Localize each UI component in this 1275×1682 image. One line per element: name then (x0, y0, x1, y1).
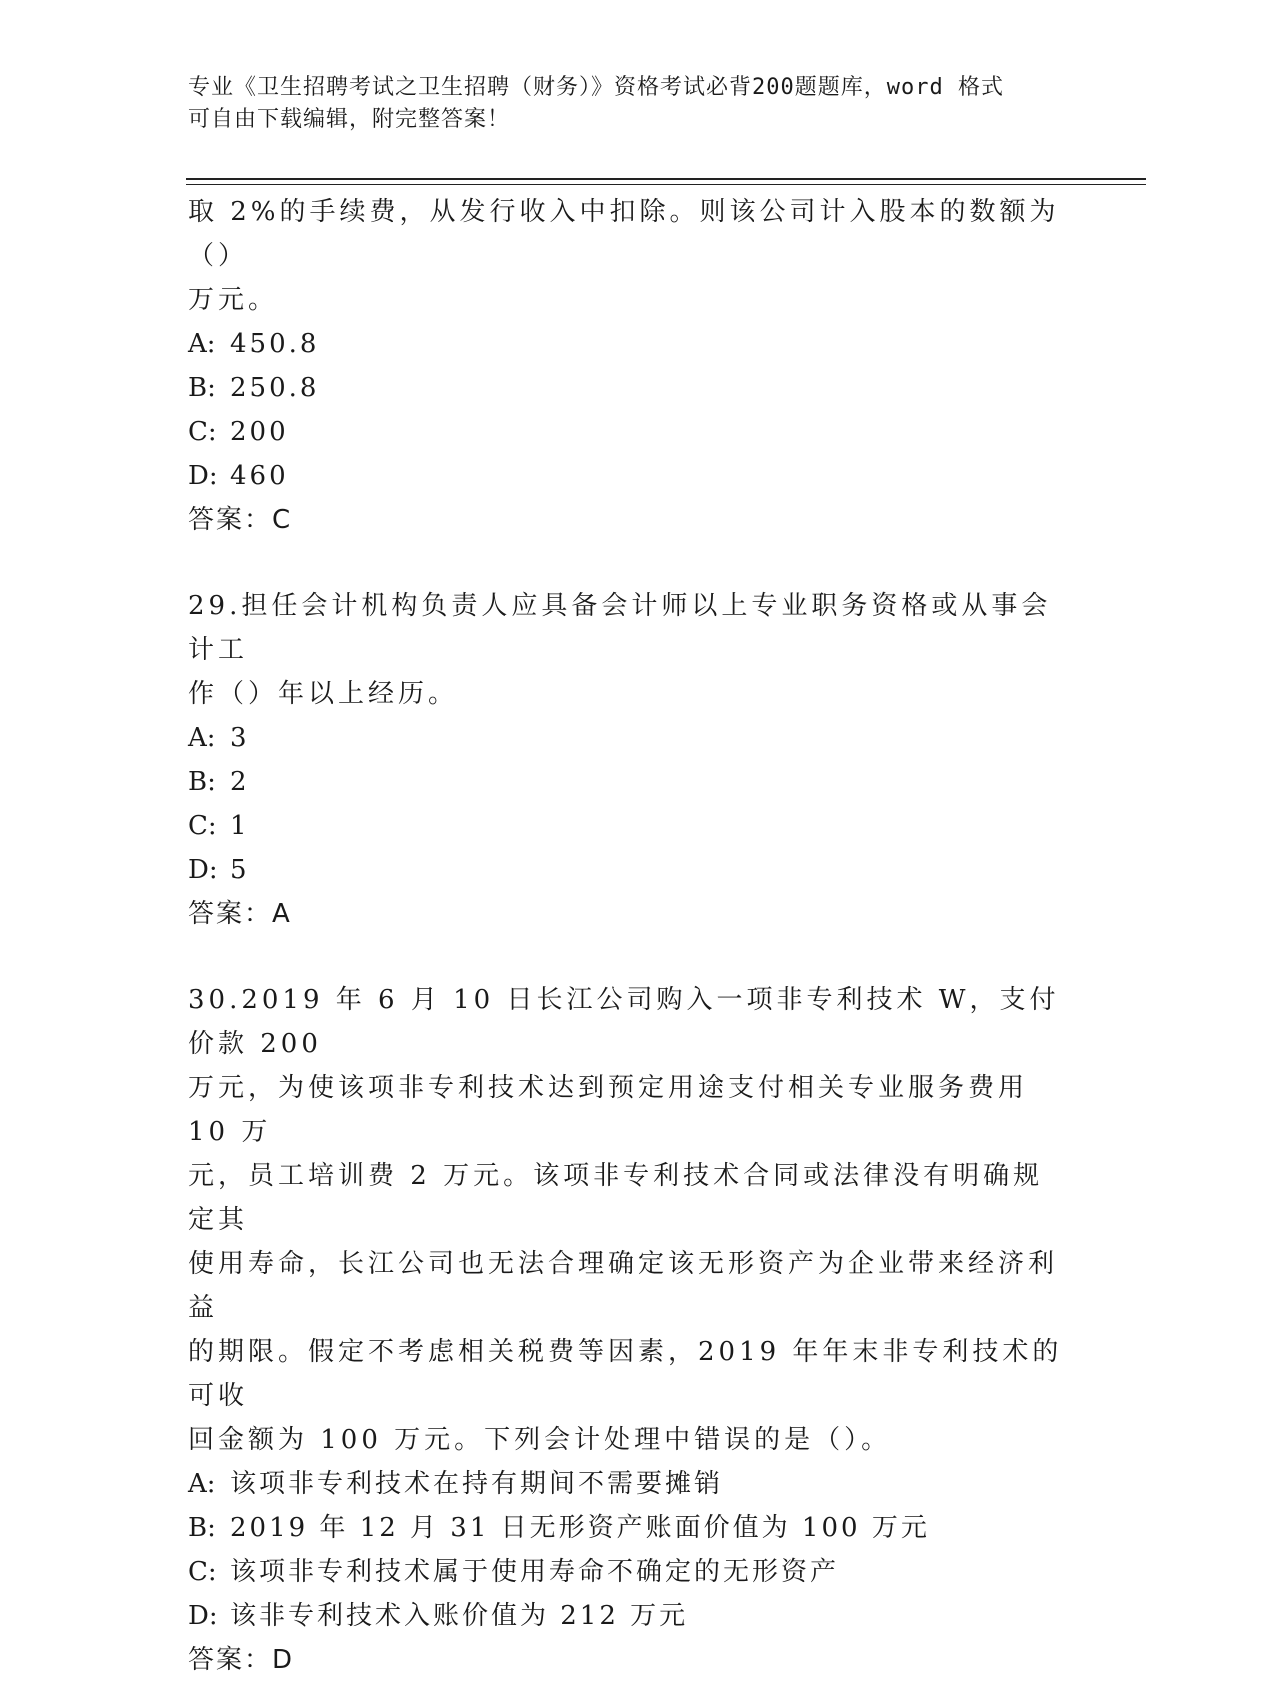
header-title-line-1: 专业《卫生招聘考试之卫生招聘（财务）》资格考试必背200题题库，word 格式 (188, 75, 1004, 100)
option-c (188, 804, 1068, 848)
header-divider-thin (186, 184, 1146, 185)
option-text: 1 (230, 811, 250, 841)
option-b (188, 760, 1068, 804)
option-b (188, 1506, 1068, 1550)
option-b (188, 366, 1068, 410)
question-text-line: 万元。 (188, 285, 279, 315)
question-block (188, 190, 1068, 542)
question-text-line: 元，员工培训费 2 万元。该项非专利技术合同或法律没有明确规定其 (188, 1161, 1044, 1235)
option-label: A: (188, 329, 216, 359)
spacer (188, 936, 1068, 978)
option-text: 200 (230, 417, 289, 447)
option-d (188, 848, 1068, 892)
option-label: C: (188, 811, 217, 841)
option-text: 该项非专利技术在持有期间不需要摊销 (230, 1469, 724, 1499)
option-label: C: (188, 1557, 217, 1587)
option-label: A: (188, 1469, 216, 1499)
question-text-line: 的期限。假定不考虑相关税费等因素，2019 年年末非专利技术的可收 (188, 1337, 1063, 1411)
option-label: B: (188, 373, 216, 403)
option-text: 2019 年 12 月 31 日无形资产账面价值为 100 万元 (230, 1513, 930, 1543)
header-divider (186, 178, 1146, 180)
option-text: 450.8 (230, 329, 320, 359)
option-a (188, 1462, 1068, 1506)
question-text-line: 使用寿命，长江公司也无法合理确定该无形资产为企业带来经济利益 (188, 1249, 1059, 1323)
option-a (188, 322, 1068, 366)
option-label: D: (188, 855, 218, 885)
question-text-line: 作（）年以上经历。 (188, 679, 459, 709)
option-text: 该非专利技术入账价值为 212 万元 (230, 1601, 689, 1631)
option-text: 5 (230, 855, 250, 885)
option-text: 2 (230, 767, 250, 797)
question-text-line: 回金额为 100 万元。下列会计处理中错误的是（）。 (188, 1425, 892, 1455)
question-block (188, 584, 1068, 936)
spacer (188, 542, 1068, 584)
question-block (188, 978, 1068, 1682)
header-title-line-2: 可自由下载编辑，附完整答案！ (188, 107, 511, 132)
option-c (188, 1550, 1068, 1594)
document-header (188, 72, 1088, 136)
answer-line: 答案：D (188, 1645, 295, 1675)
question-text-line: 万元，为使该项非专利技术达到预定用途支付相关专业服务费用 10 万 (188, 1073, 1029, 1147)
option-label: B: (188, 1513, 216, 1543)
question-text-line: 30.2019 年 6 月 10 日长江公司购入一项非专利技术 W，支付价款 200 (188, 985, 1060, 1059)
question-text-line: 29.担任会计机构负责人应具备会计师以上专业职务资格或从事会计工 (188, 591, 1052, 665)
option-label: D: (188, 1601, 218, 1631)
option-label: C: (188, 417, 217, 447)
option-text: 250.8 (230, 373, 320, 403)
option-d (188, 454, 1068, 498)
question-text-line: 取 2%的手续费，从发行收入中扣除。则该公司计入股本的数额为（） (188, 197, 1060, 271)
option-text: 3 (230, 723, 250, 753)
option-label: B: (188, 767, 216, 797)
option-text: 该项非专利技术属于使用寿命不确定的无形资产 (230, 1557, 840, 1587)
option-a (188, 716, 1068, 760)
option-label: A: (188, 723, 216, 753)
option-d (188, 1594, 1068, 1638)
answer-line: 答案：A (188, 899, 292, 929)
question-list (188, 190, 1068, 1682)
option-c (188, 410, 1068, 454)
option-label: D: (188, 461, 218, 491)
answer-line: 答案：C (188, 505, 293, 535)
option-text: 460 (230, 461, 289, 491)
